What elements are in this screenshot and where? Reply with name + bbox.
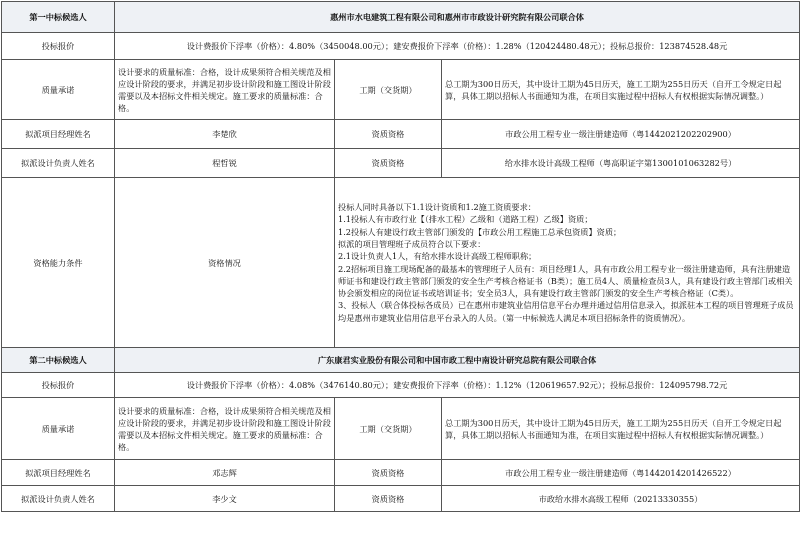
second-bid-label: 投标报价: [2, 373, 115, 398]
first-quality-row: [2, 60, 800, 120]
second-pm-qual-label: 资质资格: [335, 460, 442, 486]
second-design-row: [2, 486, 800, 512]
capability-line: 1.2投标人有建设行政主管部门颁发的【市政公用工程施工总承包资质】资质；: [338, 226, 622, 237]
first-design-qual: 给水排水设计高级工程师（粤高职证字第1300101063282号）: [442, 149, 800, 178]
first-capability-detail: [335, 178, 800, 348]
first-capability-row: [2, 178, 800, 348]
second-design-qual: 市政给水排水高级工程师（20213330355）: [442, 486, 800, 512]
capability-line: 3、投标人（联合体投标各成员）已在惠州市建筑业信用信息平台办理并通过信用信息录入，拟派驻本工程的项目管理班子成员均是惠州市建筑业信用信息平台录入的人员。（第一中标候选人满足本项目招标条件的资质情况）。: [338, 300, 794, 323]
capability-line: 投标人同时具备以下1.1设计资质和1.2施工资质要求：: [338, 202, 536, 213]
first-bid-value: 设计费报价下浮率（价格）：4.80%（3450048.00元）；建安费报价下浮率（价格）：1.28%（120424480.48元）；投标总报价：123874528.48元: [115, 33, 800, 60]
first-quality-label: 质量承诺: [2, 60, 115, 120]
second-period-value: 总工期为300日历天，其中设计工期为45日历天，施工工期为255日历天（自开工令规定日起算，具体工期以招标人书面通知为准，在项目实施过程中招标人有权根据实际情况调整。）: [442, 398, 800, 460]
second-quality-label: 质量承诺: [2, 398, 115, 460]
first-consortium-name: 惠州市水电建筑工程有限公司和惠州市市政设计研究院有限公司联合体: [115, 2, 800, 33]
first-design-row: [2, 149, 800, 178]
first-pm-name: 李楚欣: [115, 120, 335, 149]
first-design-name: 程哲锐: [115, 149, 335, 178]
first-bid-row: [2, 33, 800, 60]
first-pm-row: [2, 120, 800, 149]
second-quality-value: 设计要求的质量标准：合格，设计成果须符合相关规范及相应设计阶段的要求，并满足初步设计阶段和施工图设计阶段需要以及本招标文件相关规定。施工要求的质量标准：合格。: [115, 398, 335, 460]
first-candidate-header-row: [2, 2, 800, 33]
second-period-label: 工期（交货期）: [335, 398, 442, 460]
first-design-qual-label: 资质资格: [335, 149, 442, 178]
first-bid-label: 投标报价: [2, 33, 115, 60]
first-capability-sub: 资格情况: [115, 178, 335, 348]
capability-line: 拟派的项目管理班子成员符合以下要求：: [338, 238, 486, 249]
first-capability-label: 资格能力条件: [2, 178, 115, 348]
first-pm-qual-label: 资质资格: [335, 120, 442, 149]
second-rank-label: 第二中标候选人: [2, 348, 115, 373]
second-bid-value: 设计费报价下浮率（价格）：4.08%（3476140.80元）；建安费报价下浮率（价格）：1.12%（120619657.92元）；投标总报价：124095798.72元: [115, 373, 800, 398]
first-period-value: 总工期为300日历天，其中设计工期为45日历天，施工工期为255日历天（自开工令规定日起算，具体工期以招标人书面通知为准，在项目实施过程中招标人有权根据实际情况调整。）: [442, 60, 800, 120]
first-quality-value: 设计要求的质量标准：合格，设计成果须符合相关规范及相应设计阶段的要求，并满足初步设计阶段和施工图设计阶段需要以及本招标文件相关规定。施工要求的质量标准：合格。: [115, 60, 335, 120]
bid-candidates-table: [1, 1, 800, 512]
second-bid-row: [2, 373, 800, 398]
second-pm-name: 邓志辉: [115, 460, 335, 486]
first-design-label: 拟派设计负责人姓名: [2, 149, 115, 178]
second-candidate-header-row: [2, 348, 800, 373]
second-design-qual-label: 资质资格: [335, 486, 442, 512]
second-pm-row: [2, 460, 800, 486]
capability-line: 1.1投标人有市政行业【（排水工程）乙级和（道路工程）乙级】资质；: [338, 214, 593, 225]
second-quality-row: [2, 398, 800, 460]
capability-line: 2.1设计负责人1人，有给水排水设计高级工程师职称；: [338, 251, 537, 262]
second-pm-qual: 市政公用工程专业一级注册建造师（粤1442014201426522）: [442, 460, 800, 486]
first-pm-label: 拟派项目经理姓名: [2, 120, 115, 149]
capability-line: 2.2招标项目施工现场配备的最基本的管理班子人员有：项目经理1人，具有市政公用工程专业一级注册建造师，具有注册建造师证书和建设行政主管部门颁发的安全生产考核合格证书（B类）；施工员4人、质量检查员3人，具有建设行政主管部门或相关协会颁发相应的岗位证书或培训证书；安全员3人，具有建设行政主管部门颁发的安全生产考核合格证（C类）。: [338, 263, 793, 299]
second-consortium-name: 广东康君实业股份有限公司和中国市政工程中南设计研究总院有限公司联合体: [115, 348, 800, 373]
second-design-label: 拟派设计负责人姓名: [2, 486, 115, 512]
first-pm-qual: 市政公用工程专业一级注册建造师（粤1442021202202900）: [442, 120, 800, 149]
first-rank-label: 第一中标候选人: [2, 2, 115, 33]
first-period-label: 工期（交货期）: [335, 60, 442, 120]
second-design-name: 李少文: [115, 486, 335, 512]
second-pm-label: 拟派项目经理姓名: [2, 460, 115, 486]
